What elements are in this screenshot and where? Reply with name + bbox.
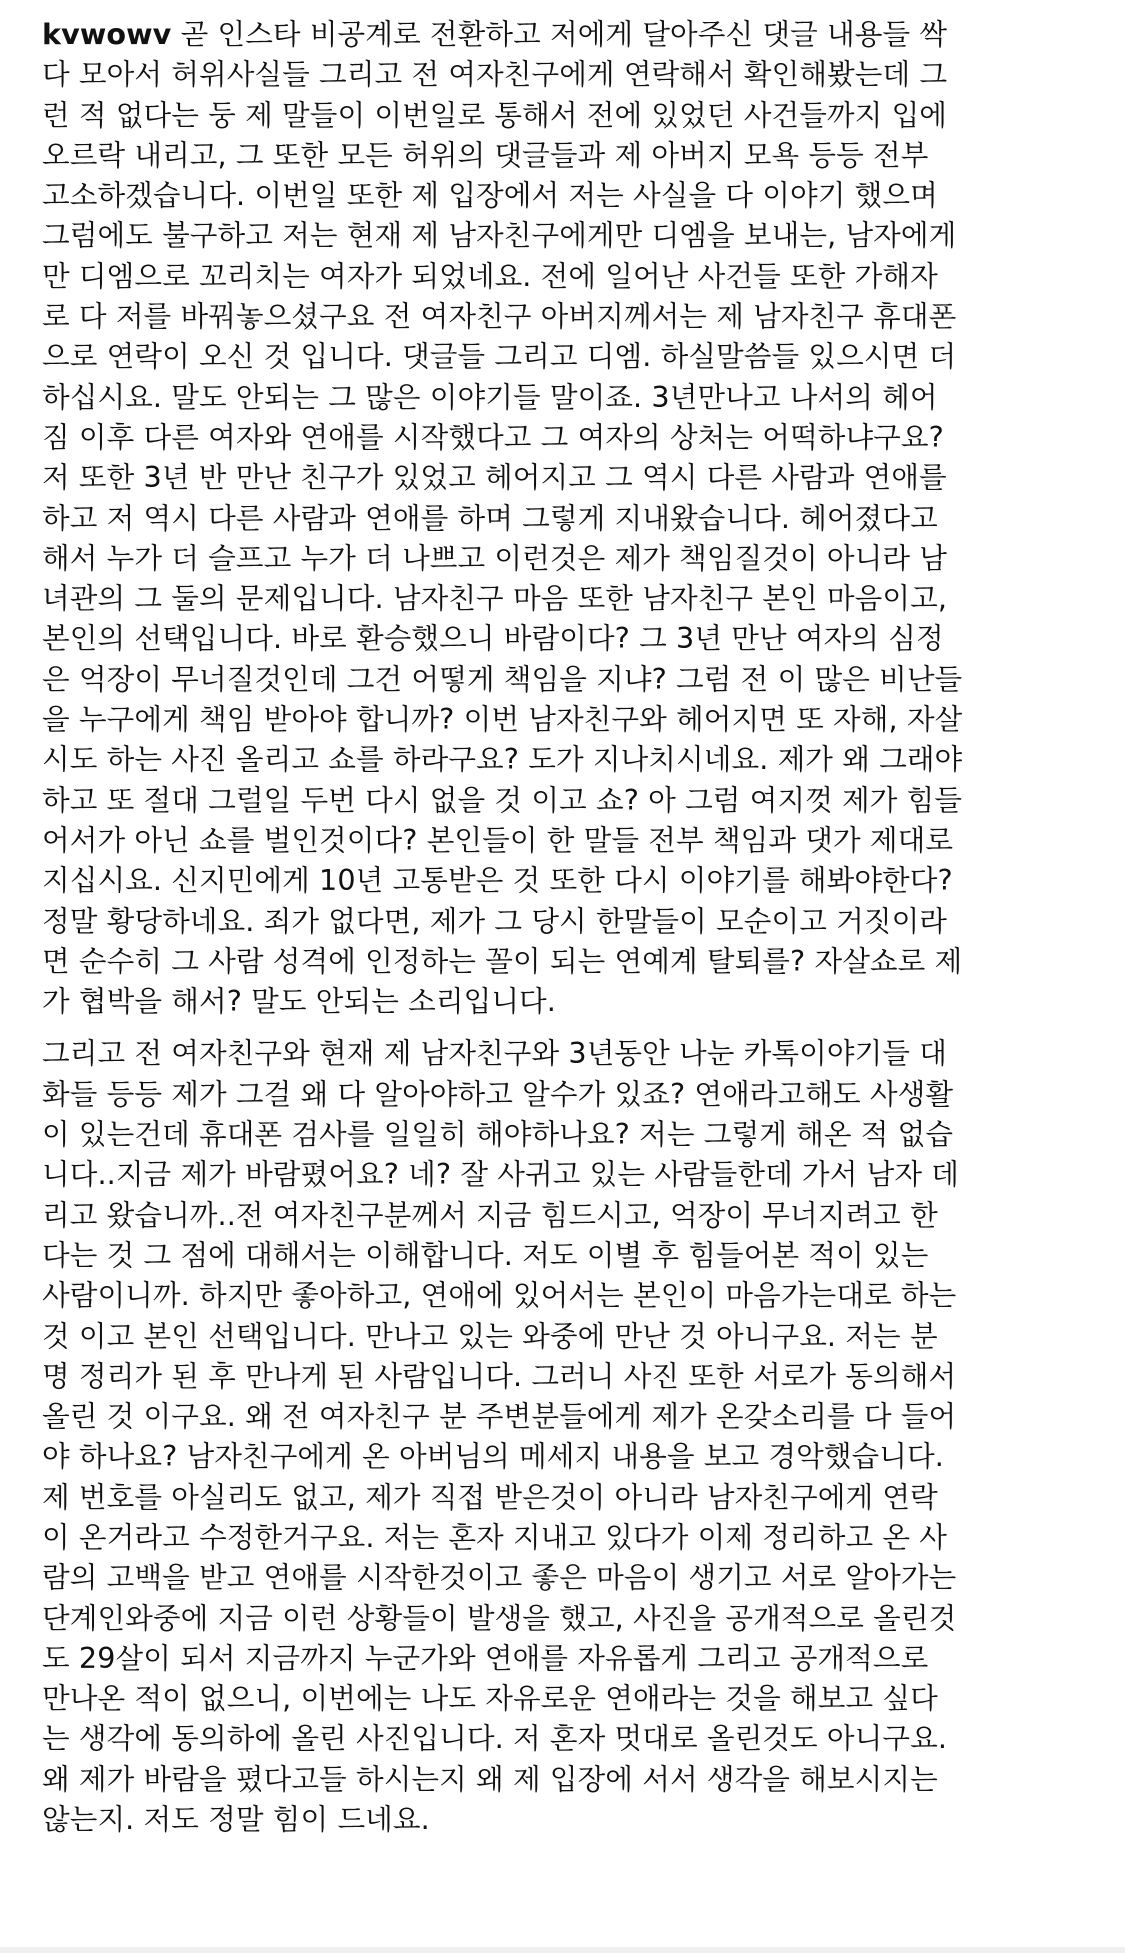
caption-line: 람의 고백을 받고 연애를 시작한것이고 좋은 마음이 생기고 서로 알아가는 bbox=[42, 1560, 957, 1595]
caption-line: 야 하나요? 남자친구에게 온 아버님의 메세지 내용을 보고 경악했습니다. bbox=[42, 1439, 944, 1474]
caption-line: 그리고 전 여자친구와 현재 제 남자친구와 3년동안 나눈 카톡이야기들 대 bbox=[42, 1036, 947, 1071]
caption-line: 것 이고 본인 선택입니다. 만나고 있는 와중에 만난 것 아니구요. 저는 분 bbox=[42, 1318, 938, 1353]
caption-line: 만나온 적이 없으니, 이번에는 나도 자유로운 연애라는 것을 해보고 싶다 bbox=[42, 1681, 938, 1716]
caption-line: 짐 이후 다른 여자와 연애를 시작했다고 그 여자의 상처는 어떡하냐구요? bbox=[42, 419, 944, 454]
caption-line: 어서가 아닌 쇼를 벌인것이다? 본인들이 한 말들 전부 책임과 댓가 제대로 bbox=[42, 822, 954, 857]
caption-line: 올린 것 이구요. 왜 전 여자친구 분 주변분들에게 제가 온갖소리를 다 들어 bbox=[42, 1399, 957, 1434]
caption-line: 사람이니까. 하지만 좋아하고, 연애에 있어서는 본인이 마음가는대로 하는 bbox=[42, 1278, 957, 1313]
caption-line: 이 온거라고 수정한거구요. 저는 혼자 지내고 있다가 이제 정리하고 온 사 bbox=[42, 1519, 948, 1554]
caption-line: 으로 연락이 오신 것 입니다. 댓글들 그리고 디엠. 하실말씀들 있으시면 더 bbox=[42, 339, 957, 374]
caption-line bbox=[42, 14, 1086, 54]
caption-line: 해서 누가 더 슬프고 누가 더 나쁘고 이런것은 제가 책임질것이 아니라 남 bbox=[42, 540, 948, 575]
caption-line: 면 순수히 그 사람 성격에 인정하는 꼴이 되는 연예계 탈퇴를? 자살쇼로 제 bbox=[42, 943, 963, 978]
caption-line: 명 정리가 된 후 만나게 된 사람입니다. 그러니 사진 또한 서로가 동의해서 bbox=[42, 1358, 957, 1393]
caption-paragraph bbox=[42, 14, 1086, 1021]
caption-line: 로 다 저를 바꿔놓으셨구요 전 여자친구 아버지께서는 제 남자친구 휴대폰 bbox=[42, 299, 957, 334]
caption-line: 하고 저 역시 다른 사람과 연애를 하며 그렇게 지내왔습니다. 헤어졌다고 bbox=[42, 500, 938, 535]
caption-line: 녀관의 그 둘의 문제입니다. 남자친구 마음 또한 남자친구 본인 마음이고, bbox=[42, 581, 948, 616]
caption-line: 그럼에도 불구하고 저는 현재 제 남자친구에게만 디엠을 보내는, 남자에게 bbox=[42, 218, 957, 253]
caption-line: 하고 또 절대 그럴일 두번 다시 없을 것 이고 쇼? 아 그럼 여지껏 제가 힘들 bbox=[42, 782, 963, 817]
caption-line: 리고 왔습니까..전 여자친구분께서 지금 힘드시고, 억장이 무너지려고 한 bbox=[42, 1197, 938, 1232]
caption-line: 만 디엠으로 꼬리치는 여자가 되었네요. 전에 일어난 사건들 또한 가해자 bbox=[42, 258, 938, 293]
caption-paragraph bbox=[42, 1033, 1086, 1839]
bottom-divider bbox=[0, 1947, 1125, 1953]
caption-line: 을 누구에게 책임 받아야 합니까? 이번 남자친구와 헤어지면 또 자해, 자살 bbox=[42, 702, 963, 737]
caption-line: 저 또한 3년 반 만난 친구가 있었고 헤어지고 그 역시 다른 사람과 연애를 bbox=[42, 460, 947, 495]
caption-line: 오르락 내리고, 그 또한 모든 허위의 댓글들과 제 아버지 모욕 등등 전부 bbox=[42, 137, 929, 172]
caption-line: 가 협박을 해서? 말도 안되는 소리입니다. bbox=[42, 984, 556, 1019]
caption-line: 지십시요. 신지민에게 10년 고통받은 것 또한 다시 이야기를 해봐야한다? bbox=[42, 863, 953, 898]
caption-line: 도 29살이 되서 지금까지 누군가와 연애를 자유롭게 그리고 공개적으로 bbox=[42, 1640, 929, 1675]
caption-line: 시도 하는 사진 올리고 쇼를 하라구요? 도가 지나치시네요. 제가 왜 그래야 bbox=[42, 742, 963, 777]
username-link[interactable]: kvwowv bbox=[42, 17, 172, 51]
paragraph-divider bbox=[42, 1021, 1086, 1033]
caption-line: 다는 것 그 점에 대해서는 이해합니다. 저도 이별 후 힘들어본 적이 있는 bbox=[42, 1237, 929, 1272]
caption-line: 다 모아서 허위사실들 그리고 전 여자친구에게 연락해서 확인해봤는데 그 bbox=[42, 57, 948, 92]
caption-line: 이 있는건데 휴대폰 검사를 일일히 해야하나요? 저는 그렇게 해온 적 없습 bbox=[42, 1117, 954, 1152]
caption-line: 는 생각에 동의하에 올린 사진입니다. 저 혼자 멋대로 올린것도 아니구요. bbox=[42, 1721, 948, 1756]
caption-line: 왜 제가 바람을 폈다고들 하시는지 왜 제 입장에 서서 생각을 해보시지는 bbox=[42, 1761, 938, 1796]
caption-line: 런 적 없다는 둥 제 말들이 이번일로 통해서 전에 있었던 사건들까지 입에 bbox=[42, 97, 948, 132]
caption-line: 하십시요. 말도 안되는 그 많은 이야기들 말이죠. 3년만나고 나서의 헤어 bbox=[42, 379, 938, 414]
caption-line: 니다..지금 제가 바람폈어요? 네? 잘 사귀고 있는 사람들한데 가서 남자 데 bbox=[42, 1157, 960, 1192]
caption-text: 곧 인스타 비공계로 전환하고 저에게 달아주신 댓글 내용들 싹 bbox=[171, 17, 948, 51]
caption-line: 본인의 선택입니다. 바로 환승했으니 바람이다? 그 3년 만난 여자의 심정 bbox=[42, 621, 944, 656]
caption-line: 은 억장이 무너질것인데 그건 어떻게 책임을 지냐? 그럼 전 이 많은 비난들 bbox=[42, 661, 963, 696]
caption-line: 화들 등등 제가 그걸 왜 다 알아야하고 알수가 있죠? 연애라고해도 사생활 bbox=[42, 1076, 954, 1111]
caption-line: 않는지. 저도 정말 힘이 드네요. bbox=[42, 1802, 430, 1837]
caption-line: 고소하겠습니다. 이번일 또한 제 입장에서 저는 사실을 다 이야기 했으며 bbox=[42, 178, 938, 213]
caption-line: 제 번호를 아실리도 없고, 제가 직접 받은것이 아니라 남자친구에게 연락 bbox=[42, 1479, 938, 1514]
caption-container bbox=[42, 14, 1086, 1839]
caption-line: 정말 황당하네요. 죄가 없다면, 제가 그 당시 한말들이 모순이고 거짓이라 bbox=[42, 903, 948, 938]
caption-line: 단계인와중에 지금 이런 상황들이 발생을 했고, 사진을 공개적으로 올린것 bbox=[42, 1600, 957, 1635]
